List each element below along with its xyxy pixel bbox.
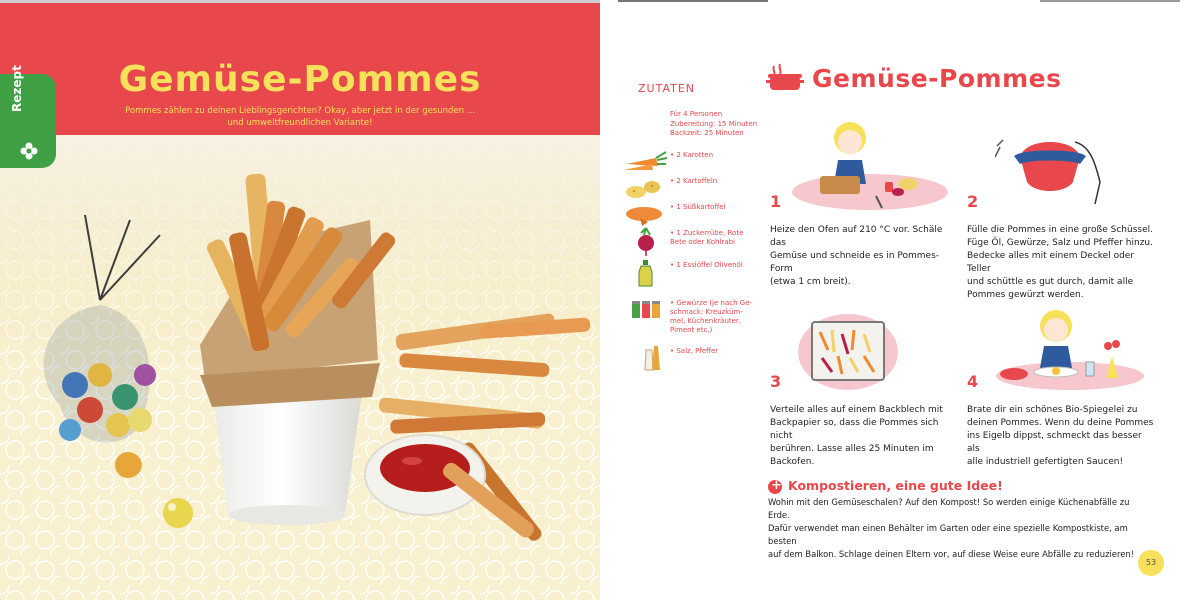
step-line: Fülle die Pommes in eine große Schüssel. [967, 225, 1153, 235]
step-number: 4 [967, 372, 979, 391]
ingredient-line: • 1 Esslöffel Olivenöl [670, 261, 743, 269]
cooking-pot-icon [766, 62, 806, 96]
step-text [967, 224, 1157, 302]
ingredient-line: Bete oder Kohlrabi [670, 238, 735, 246]
ingredient-line: mel, Küchenkräuter, [670, 317, 742, 325]
ingredient-line: • 1 Süßkartoffel [670, 203, 726, 211]
tip-text [768, 496, 1148, 561]
ingredient-line: • 2 Kartoffeln [670, 177, 718, 185]
step-number: 3 [770, 372, 782, 391]
list-item [622, 258, 772, 288]
subtitle-line: Pommes zählen zu deinen Lieblingsgerichten? Okay, aber jetzt in der gesunden ... [125, 106, 475, 116]
ingredient-line: • 1 Zuckerrübe, Rote [670, 229, 744, 237]
step-number: 1 [770, 192, 782, 211]
step-text [770, 404, 956, 469]
oil-bottle-icon [622, 258, 668, 288]
page-subtitle [100, 105, 500, 129]
ingredient-line: schmack: Kreuzküm- [670, 308, 743, 316]
ingredient-line: • Salz, Pfeffer [670, 347, 719, 355]
step-line: deinen Pommes. Wenn du deine Pommes [967, 418, 1154, 428]
step-line: Bedecke alles mit einem Deckel oder Teller [967, 251, 1135, 274]
meta-line: Backzeit: 25 Minuten [670, 129, 744, 137]
step-1-illustration [790, 112, 952, 210]
step-line: alle industriell gefertigten Saucen! [967, 457, 1124, 467]
spice-jars-icon [622, 296, 668, 326]
tip-line: Wohin mit den Gemüseschalen? Auf den Kompost! So werden einige Küchenabfälle zu Erde. [768, 497, 1130, 520]
step-text [967, 404, 1157, 469]
meta-line: Zubereitung: 15 Minuten [670, 119, 758, 128]
top-strip [618, 0, 768, 2]
fries-photo [0, 135, 600, 600]
step-text [770, 224, 956, 289]
list-item [622, 226, 772, 256]
step-4-illustration [994, 304, 1146, 390]
ingredient-line: Piment etc.) [670, 326, 713, 334]
salt-pepper-icon [622, 344, 668, 374]
top-strip [1040, 0, 1180, 2]
tab-label: Rezept [10, 65, 24, 112]
header-banner [0, 3, 600, 135]
flower-icon [20, 142, 38, 160]
recipe-meta [670, 110, 757, 139]
tip-line: auf dem Balkon. Schlage deinen Eltern vor, auf diese Weise eure Abfälle zu reduzieren! [768, 549, 1135, 559]
step-line: Brate dir ein schönes Bio-Spiegelei zu [967, 405, 1138, 415]
step-line: ins Eigelb dippst, schmeckt das besser als [967, 431, 1142, 454]
list-item [622, 296, 772, 334]
step-line: und schüttle es gut durch, damit alle [967, 277, 1134, 287]
beet-icon [622, 226, 668, 256]
recipe-title: Gemüse-Pommes [812, 64, 1062, 93]
step-line: Verteile alles auf einem Backblech mit [770, 405, 943, 415]
ingredient-line: • Gewürze (je nach Ge- [670, 299, 753, 307]
step-line: Pommes gewürzt werden. [967, 290, 1084, 300]
step-line: Füge Öl, Gewürze, Salz und Pfeffer hinzu. [967, 238, 1153, 248]
subtitle-line: und umweltfreundlichen Variante! [227, 118, 373, 128]
plus-circle-icon [768, 480, 782, 494]
ingredients-heading: ZUTATEN [638, 82, 696, 95]
meta-line: Für 4 Personen [670, 110, 723, 118]
right-page [600, 0, 1200, 600]
step-line: (etwa 1 cm breit). [770, 277, 851, 287]
page-title: Gemüse-Pommes [118, 59, 482, 100]
step-number: 2 [967, 192, 979, 211]
step-2-illustration [995, 132, 1107, 214]
list-item [622, 344, 772, 374]
step-line: Backofen. [770, 457, 815, 467]
step-line: Gemüse und schneide es in Pommes-Form [770, 251, 940, 274]
page-number: 53 [1138, 550, 1164, 576]
ingredient-line: • 2 Karotten [670, 151, 714, 159]
step-3-illustration [798, 310, 898, 390]
step-line: Heize den Ofen auf 210 °C vor. Schäle das [770, 225, 943, 248]
step-line: Backpapier so, dass die Pommes sich nicht [770, 418, 939, 441]
tip-line: Dafür verwendet man einen Behälter im Garten oder eine spezielle Kompostkiste, am besten [768, 523, 1128, 546]
step-line: berühren. Lasse alles 25 Minuten im [770, 444, 934, 454]
tip-title: Kompostieren, eine gute Idee! [788, 478, 1003, 493]
